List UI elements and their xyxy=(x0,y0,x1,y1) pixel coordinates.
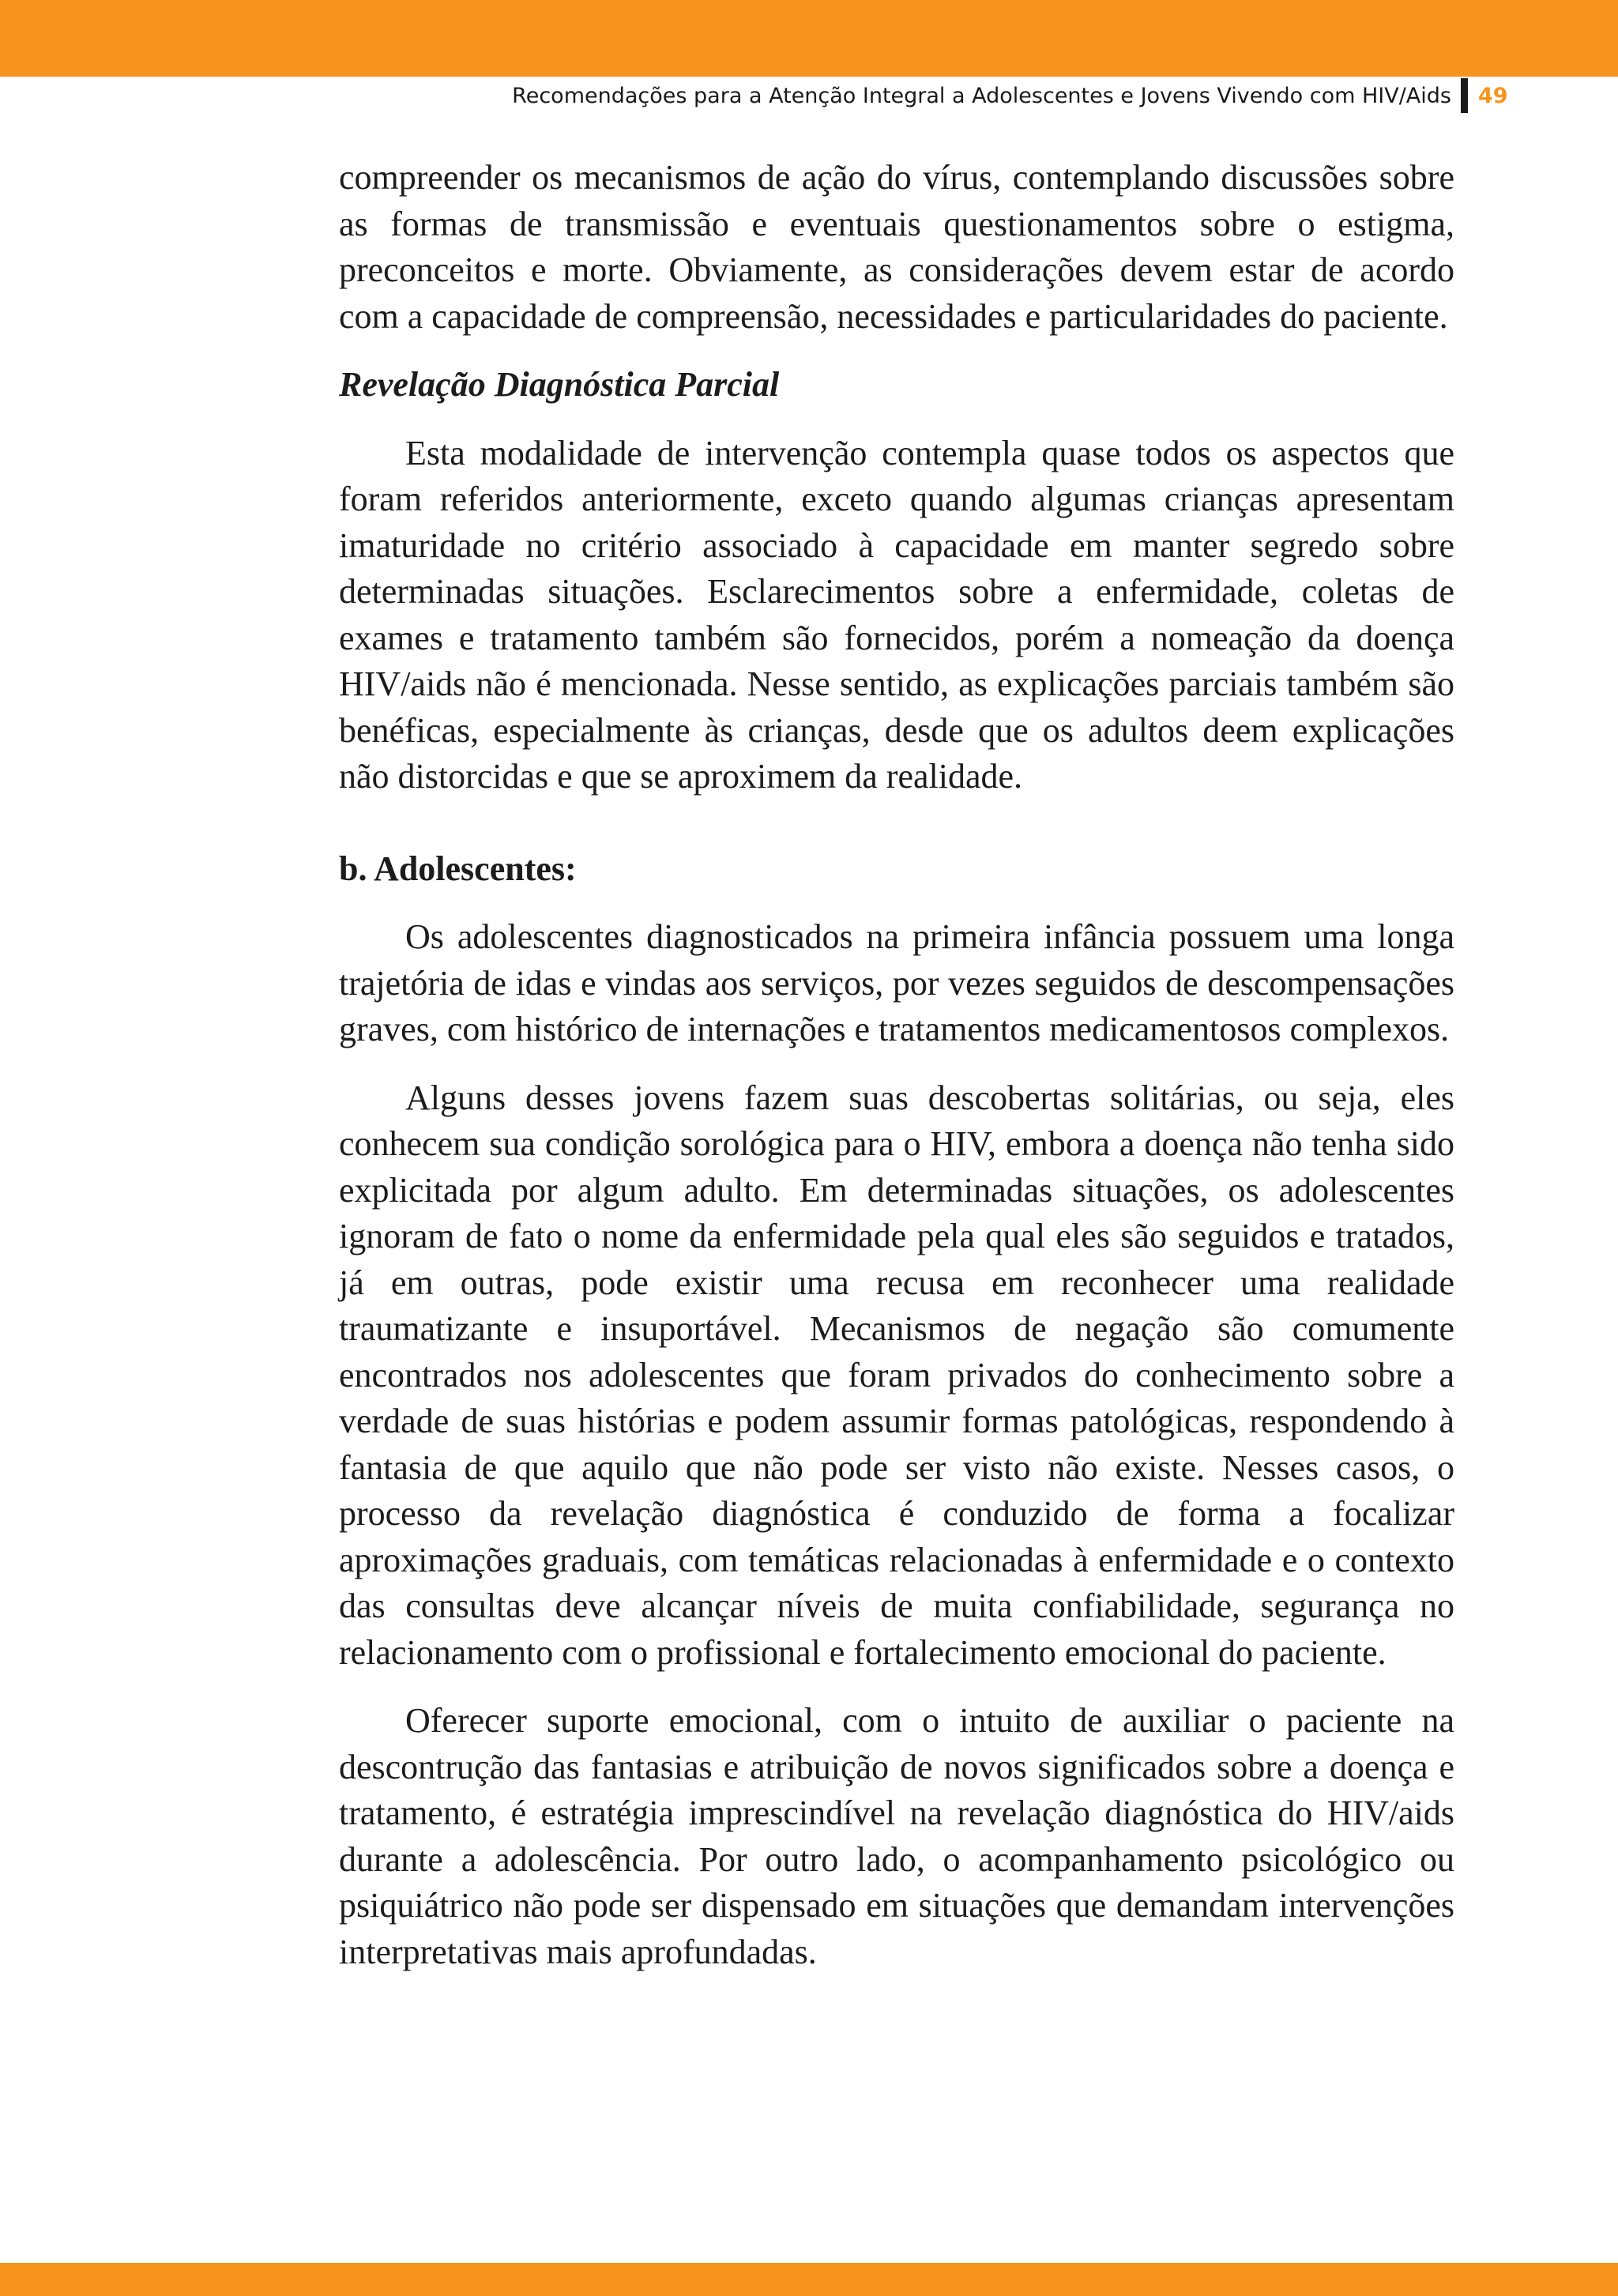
page-body xyxy=(339,155,1454,1975)
bottom-accent-bar xyxy=(0,2263,1618,2296)
page-number: 49 xyxy=(1478,83,1508,108)
partial-disclosure-heading: Revelação Diagnóstica Parcial xyxy=(339,365,780,404)
running-header-title: Recomendações para a Atenção Integral a Adolescentes e Jovens Vivendo com HIV/Aids xyxy=(512,83,1451,108)
header-divider xyxy=(1461,78,1468,113)
top-accent-bar xyxy=(0,0,1618,77)
adolescents-section-heading: b. Adolescentes: xyxy=(339,849,577,888)
adolescents-paragraph-2: Alguns desses jovens fazem suas descobertas solitárias, ou seja, eles conhecem sua condição sorológica para o HIV, embora a doença não tenha sido explicitada por algum adulto. Em determinadas situações, os adolescentes ignoram de fato o nome da enfermidade pela qual eles são seguidos e tratados, já em outras, pode existir uma recusa em reconhecer uma realidade traumatizante e insuportável. Mecanismos de negação são comumente encontrados nos adolescentes que foram privados do conhecimento sobre a verdade de suas histórias e podem assumir formas patológicas, respondendo à fantasia de que aquilo que não pode ser visto não existe. Nesses casos, o processo da revelação diagnóstica é conduzido de forma a focalizar aproximações graduais, com temáticas relacionadas à enfermidade e o contexto das consultas deve alcançar níveis de muita confiabilidade, segurança no relacionamento com o profissional e fortalecimento emocional do paciente. xyxy=(339,1078,1454,1672)
partial-disclosure-paragraph: Esta modalidade de intervenção contempla quase todos os aspectos que foram referidos anteriormente, exceto quando algumas crianças apresentam imaturidade no critério associado à capacidade em manter segredo sobre determinadas situações. Esclarecimentos sobre a enfermidade, coletas de exames e tratamento também são fornecidos, porém a nomeação da doença HIV/aids não é mencionada. Nesse sentido, as explicações parciais também são benéficas, especialmente às crianças, desde que os adultos deem explicações não distorcidas e que se aproximem da realidade. xyxy=(339,433,1454,796)
adolescents-paragraph-3: Oferecer suporte emocional, com o intuito de auxiliar o paciente na descontrução das fantasias e atribuição de novos significados sobre a doença e tratamento, é estratégia imprescindível na revelação diagnóstica do HIV/aids durante a adolescência. Por outro lado, o acompanhamento psicológico ou psiquiátrico não pode ser dispensado em situações que demandam intervenções interpretativas mais aprofundadas. xyxy=(339,1701,1454,1971)
intro-paragraph: compreender os mecanismos de ação do vírus, contemplando discussões sobre as formas de transmissão e eventuais questionamentos sobre o estigma, preconceitos e morte. Obviamente, as considerações devem estar de acordo com a capacidade de compreensão, necessidades e particularidades do paciente. xyxy=(339,158,1454,336)
running-header xyxy=(512,79,1513,112)
adolescents-paragraph-1: Os adolescentes diagnosticados na primeira infância possuem uma longa trajetória de idas e vindas aos serviços, por vezes seguidos de descompensações graves, com histórico de internações e tratamentos medicamentosos complexos. xyxy=(339,917,1454,1048)
